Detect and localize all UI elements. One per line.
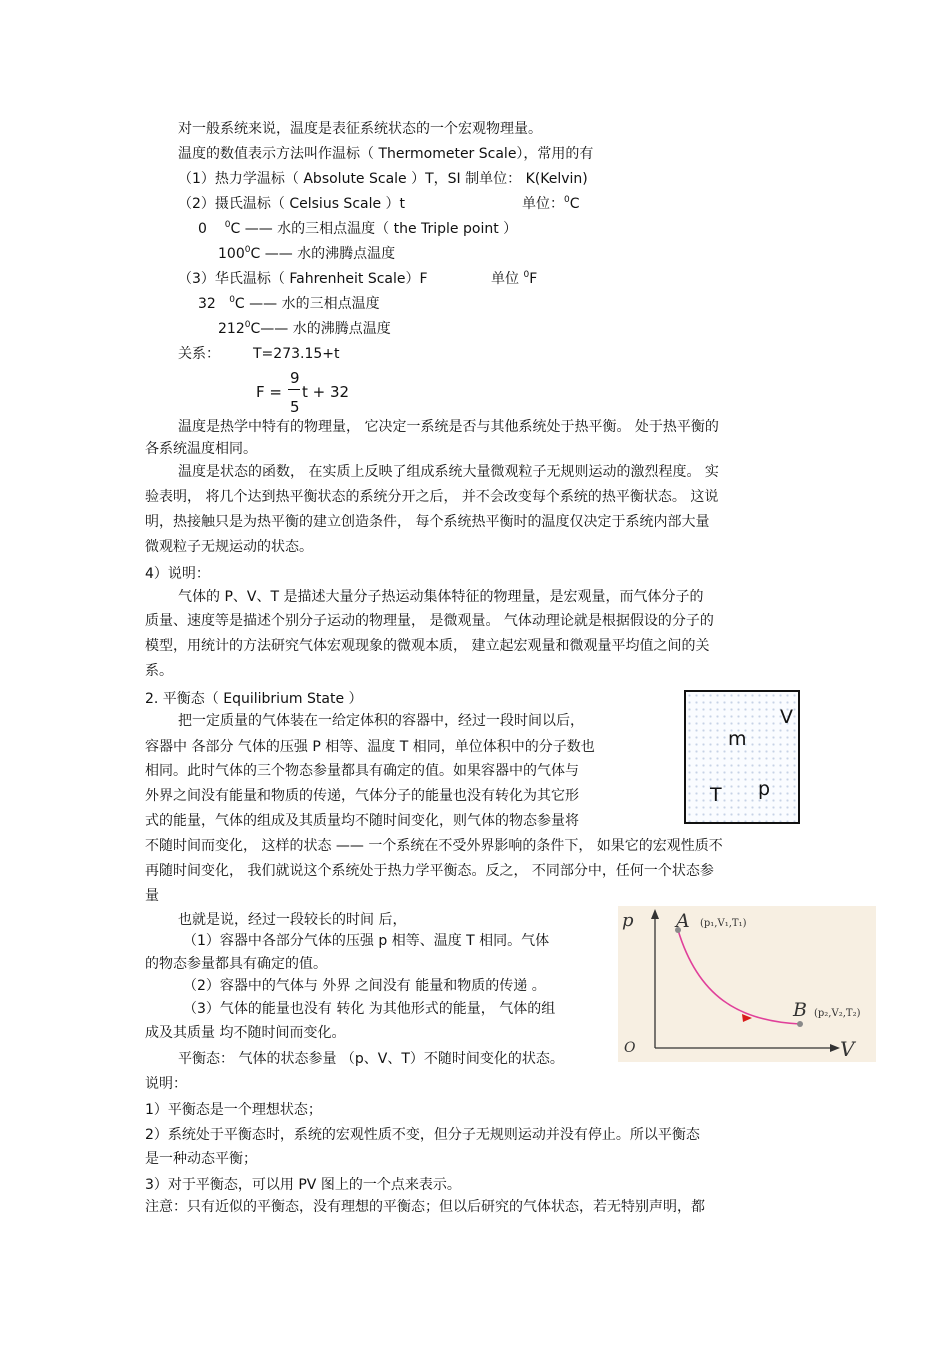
text-line: 1）平衡态是一个理想状态； bbox=[145, 1102, 322, 1118]
text-line: 3）对于平衡态，可以用 PV 图上的一个点来表示。 bbox=[145, 1177, 461, 1193]
value: 212 bbox=[218, 321, 245, 337]
fraction-bar bbox=[288, 389, 300, 390]
point-b-params: (p₂,V₂,T₂) bbox=[814, 1008, 861, 1019]
unit-f: F bbox=[529, 271, 538, 287]
text-line: 各系统温度相同。 bbox=[145, 441, 257, 457]
degree-sup: 0 bbox=[523, 270, 530, 280]
point-a-params: (p₁,V₁,T₁) bbox=[700, 918, 747, 929]
pv-diagram-svg bbox=[618, 906, 876, 1062]
text-line: 相同。此时气体的三个物态参量都具有确定的值。如果容器中的气体与 bbox=[145, 763, 579, 779]
mass-label: m bbox=[728, 728, 747, 750]
text-line: 说明： bbox=[145, 1076, 187, 1092]
unit-text: 单位： bbox=[522, 196, 564, 212]
desc: C —— 水的沸腾点温度 bbox=[250, 246, 396, 262]
text-line: 模型，用统计的方法研究气体宏观现象的微观本质， 建立起宏观量和微观量平均值之间的关 bbox=[145, 638, 710, 654]
text-line bbox=[198, 220, 517, 240]
formula-kelvin: T=273.15+t bbox=[253, 346, 340, 362]
text-line: （1）热力学温标（ Absolute Scale ）T，SI 制单位： K(Kelvin) bbox=[178, 171, 588, 187]
degree-sup: 0 bbox=[244, 245, 251, 255]
text-line: 外界之间没有能量和物质的传递，气体分子的能量也没有转化为其它形 bbox=[145, 788, 579, 804]
degree-sup: 0 bbox=[564, 195, 570, 205]
text-line: 关系： bbox=[178, 346, 220, 362]
x-axis-arrow-icon bbox=[830, 1044, 840, 1052]
desc: C—— 水的沸腾点温度 bbox=[250, 321, 391, 337]
text-line: 把一定质量的气体装在一给定体积的容器中，经过一段时间以后， bbox=[178, 713, 584, 729]
origin-label: O bbox=[624, 1040, 636, 1056]
y-axis-label: p bbox=[622, 910, 634, 931]
text-line bbox=[218, 245, 395, 265]
point-b bbox=[797, 1021, 803, 1027]
unit-text: 单位 bbox=[491, 271, 519, 287]
text-line: 质量、速度等是描述个别分子运动的物理量， 是微观量。 气体动理论就是根据假设的分子的 bbox=[145, 613, 714, 629]
text-line: 明，热接触只是为热平衡的建立创造条件， 每个系统热平衡时的温度仅决定于系统内部大量 bbox=[145, 514, 710, 530]
value: 0 bbox=[198, 221, 207, 237]
text-line: 再随时间变化， 我们就说这个系统处于热力学平衡态。反之， 不同部分中，任何一个状态参 bbox=[145, 863, 714, 879]
gas-container-figure bbox=[684, 690, 800, 824]
text-line: 温度是热学中特有的物理量， 它决定一系统是否与其他系统处于热平衡。 处于热平衡的 bbox=[178, 419, 719, 435]
formula-denominator: 5 bbox=[290, 398, 300, 416]
formula-numerator: 9 bbox=[290, 369, 300, 387]
text-line: （2）容器中的气体与 外界 之间没有 能量和物质的传递 。 bbox=[183, 978, 546, 994]
value: 100 bbox=[218, 246, 245, 262]
text-line: 平衡态： 气体的状态参量 （p、V、T）不随时间变化的状态。 bbox=[178, 1051, 564, 1067]
volume-label: V bbox=[780, 706, 793, 728]
temperature-label: T bbox=[710, 784, 722, 806]
text-line: 也就是说，经过一段较长的时间 后， bbox=[178, 912, 407, 928]
text-line: 验表明， 将几个达到热平衡状态的系统分开之后， 并不会改变每个系统的热平衡状态。 这说 bbox=[145, 489, 719, 505]
unit-label bbox=[522, 195, 580, 215]
text-line: 量 bbox=[145, 888, 159, 904]
degree-sup: 0 bbox=[229, 295, 235, 305]
degree-sup: 0 bbox=[244, 320, 251, 330]
text-line: 成及其质量 均不随时间而变化。 bbox=[145, 1025, 346, 1041]
text-line: 容器中 各部分 气体的压强 P 相等、温度 T 相同，单位体积中的分子数也 bbox=[145, 739, 595, 755]
text-line: （1）容器中各部分气体的压强 p 相等、温度 T 相同。气体 bbox=[183, 933, 550, 949]
y-axis-arrow-icon bbox=[651, 909, 659, 919]
text-line: 式的能量，气体的组成及其质量均不随时间变化，则气体的物态参量将 bbox=[145, 813, 579, 829]
text-line: 温度是状态的函数， 在实质上反映了组成系统大量微观粒子无规则运动的激烈程度。 实 bbox=[178, 464, 719, 480]
x-axis-label: V bbox=[840, 1037, 855, 1061]
point-b-label: B bbox=[793, 999, 807, 1021]
text-line: 2）系统处于平衡态时，系统的宏观性质不变，但分子无规则运动并没有停止。所以平衡态 bbox=[145, 1127, 700, 1143]
text-line: 注意：只有近似的平衡态，没有理想的平衡态；但以后研究的气体状态，若无特别声明，都 bbox=[145, 1199, 705, 1215]
point-a-label: A bbox=[676, 910, 690, 932]
desc: C —— 水的三相点温度（ the Triple point ） bbox=[230, 221, 518, 237]
text-line bbox=[218, 320, 391, 340]
pressure-label: p bbox=[758, 778, 771, 800]
isotherm-curve bbox=[678, 930, 800, 1024]
formula-lhs: F = bbox=[256, 383, 282, 401]
text-line: 不随时间而变化， 这样的状态 —— 一个系统在不受外界影响的条件下， 如果它的宏观性质不 bbox=[145, 838, 723, 854]
section-heading: 4）说明： bbox=[145, 566, 210, 582]
degree-sup: 0 bbox=[224, 220, 231, 230]
text-line: （3）气体的能量也没有 转化 为其他形式的能量， 气体的组 bbox=[183, 1001, 556, 1017]
text-line: 温度的数值表示方法叫作温标（ Thermometer Scale），常用的有 bbox=[178, 146, 594, 162]
text-line: 气体的 P、V、T 是描述大量分子热运动集体特征的物理量，是宏观量，而气体分子的 bbox=[178, 589, 704, 605]
desc: C —— 水的三相点温度 bbox=[234, 296, 380, 312]
text-line: 系。 bbox=[145, 663, 173, 679]
unit-label bbox=[491, 270, 537, 290]
unit-c: C bbox=[569, 196, 580, 212]
value: 32 bbox=[198, 296, 216, 312]
text-line: 的物态参量都具有确定的值。 bbox=[145, 956, 327, 972]
text-line: 微观粒子无规运动的状态。 bbox=[145, 539, 313, 555]
formula-rhs: t + 32 bbox=[302, 383, 350, 401]
text-line: 对一般系统来说，温度是表征系统状态的一个宏观物理量。 bbox=[178, 121, 542, 137]
text-line: 是一种动态平衡； bbox=[145, 1151, 257, 1167]
text-line: （3）华氏温标（ Fahrenheit Scale）F bbox=[178, 271, 428, 287]
text-line bbox=[198, 295, 380, 315]
section-heading: 2. 平衡态（ Equilibrium State ） bbox=[145, 691, 363, 707]
text-line: （2）摄氏温标（ Celsius Scale ）t bbox=[178, 196, 406, 212]
pv-diagram bbox=[618, 906, 876, 1062]
